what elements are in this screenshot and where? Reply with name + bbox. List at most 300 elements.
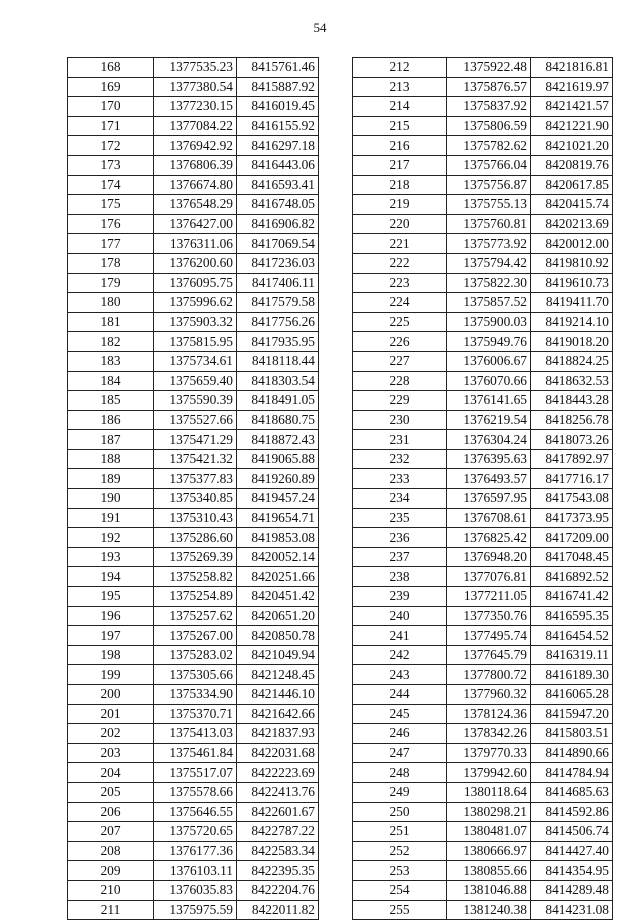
y-coordinate-cell: 8417048.45: [531, 547, 613, 567]
point-number-cell: 186: [68, 410, 154, 430]
x-coordinate-cell: 1375590.39: [154, 391, 237, 411]
y-coordinate-cell: 8418491.05: [237, 391, 319, 411]
point-number-cell: 199: [68, 665, 154, 685]
point-number-cell: 207: [68, 822, 154, 842]
table-row: [68, 332, 319, 352]
point-number-cell: 243: [353, 665, 447, 685]
y-coordinate-cell: 8419065.88: [237, 449, 319, 469]
x-coordinate-cell: 1375975.59: [154, 900, 237, 920]
x-coordinate-cell: 1381046.88: [447, 880, 531, 900]
table-row: [353, 175, 613, 195]
point-number-cell: 196: [68, 606, 154, 626]
y-coordinate-cell: 8420651.20: [237, 606, 319, 626]
y-coordinate-cell: 8419260.89: [237, 469, 319, 489]
y-coordinate-cell: 8417756.26: [237, 312, 319, 332]
x-coordinate-cell: 1377960.32: [447, 685, 531, 705]
point-number-cell: 170: [68, 97, 154, 117]
y-coordinate-cell: 8420819.76: [531, 155, 613, 175]
x-coordinate-cell: 1376395.63: [447, 449, 531, 469]
table-row: [353, 822, 613, 842]
point-number-cell: 221: [353, 234, 447, 254]
point-number-cell: 181: [68, 312, 154, 332]
table-row: [353, 351, 613, 371]
coordinates-table-left: [67, 57, 319, 920]
table-row: [353, 195, 613, 215]
x-coordinate-cell: 1375578.66: [154, 782, 237, 802]
x-coordinate-cell: 1376548.29: [154, 195, 237, 215]
point-number-cell: 251: [353, 822, 447, 842]
point-number-cell: 228: [353, 371, 447, 391]
y-coordinate-cell: 8415761.46: [237, 58, 319, 78]
y-coordinate-cell: 8421446.10: [237, 685, 319, 705]
table-row: [68, 861, 319, 881]
x-coordinate-cell: 1375806.59: [447, 116, 531, 136]
point-number-cell: 248: [353, 763, 447, 783]
point-number-cell: 200: [68, 685, 154, 705]
y-coordinate-cell: 8415803.51: [531, 724, 613, 744]
x-coordinate-cell: 1375413.03: [154, 724, 237, 744]
table-row: [68, 116, 319, 136]
table-row: [353, 802, 613, 822]
table-row: [353, 489, 613, 509]
point-number-cell: 216: [353, 136, 447, 156]
x-coordinate-cell: 1376942.92: [154, 136, 237, 156]
point-number-cell: 211: [68, 900, 154, 920]
y-coordinate-cell: 8414354.95: [531, 861, 613, 881]
table-row: [353, 391, 613, 411]
x-coordinate-cell: 1377211.05: [447, 587, 531, 607]
x-coordinate-cell: 1375766.04: [447, 155, 531, 175]
y-coordinate-cell: 8422223.69: [237, 763, 319, 783]
table-row: [353, 567, 613, 587]
x-coordinate-cell: 1376035.83: [154, 880, 237, 900]
table-row: [68, 782, 319, 802]
x-coordinate-cell: 1375269.39: [154, 547, 237, 567]
table-row: [353, 528, 613, 548]
point-number-cell: 234: [353, 489, 447, 509]
point-number-cell: 184: [68, 371, 154, 391]
x-coordinate-cell: 1380481.07: [447, 822, 531, 842]
table-row: [353, 587, 613, 607]
table-row: [68, 155, 319, 175]
point-number-cell: 215: [353, 116, 447, 136]
y-coordinate-cell: 8414592.86: [531, 802, 613, 822]
table-row: [68, 704, 319, 724]
point-number-cell: 224: [353, 293, 447, 313]
x-coordinate-cell: 1380855.66: [447, 861, 531, 881]
table-row: [68, 547, 319, 567]
table-row: [68, 606, 319, 626]
point-number-cell: 179: [68, 273, 154, 293]
table-row: [353, 77, 613, 97]
point-number-cell: 238: [353, 567, 447, 587]
point-number-cell: 203: [68, 743, 154, 763]
x-coordinate-cell: 1375257.62: [154, 606, 237, 626]
x-coordinate-cell: 1375755.13: [447, 195, 531, 215]
x-coordinate-cell: 1376304.24: [447, 430, 531, 450]
table-row: [353, 606, 613, 626]
y-coordinate-cell: 8420251.66: [237, 567, 319, 587]
point-number-cell: 178: [68, 253, 154, 273]
table-row: [353, 136, 613, 156]
y-coordinate-cell: 8415887.92: [237, 77, 319, 97]
table-row: [68, 822, 319, 842]
y-coordinate-cell: 8419214.10: [531, 312, 613, 332]
x-coordinate-cell: 1375815.95: [154, 332, 237, 352]
y-coordinate-cell: 8417543.08: [531, 489, 613, 509]
x-coordinate-cell: 1376948.20: [447, 547, 531, 567]
x-coordinate-cell: 1377495.74: [447, 626, 531, 646]
y-coordinate-cell: 8419810.92: [531, 253, 613, 273]
x-coordinate-cell: 1375857.52: [447, 293, 531, 313]
page-number: 54: [313, 20, 327, 35]
table-row: [68, 449, 319, 469]
y-coordinate-cell: 8418443.28: [531, 391, 613, 411]
table-row: [68, 489, 319, 509]
x-coordinate-cell: 1377350.76: [447, 606, 531, 626]
y-coordinate-cell: 8418303.54: [237, 371, 319, 391]
table-row: [353, 763, 613, 783]
point-number-cell: 209: [68, 861, 154, 881]
x-coordinate-cell: 1376095.75: [154, 273, 237, 293]
table-row: [353, 253, 613, 273]
y-coordinate-cell: 8419457.24: [237, 489, 319, 509]
point-number-cell: 190: [68, 489, 154, 509]
x-coordinate-cell: 1376427.00: [154, 214, 237, 234]
table-row: [68, 253, 319, 273]
table-row: [68, 841, 319, 861]
y-coordinate-cell: 8416155.92: [237, 116, 319, 136]
point-number-cell: 252: [353, 841, 447, 861]
point-number-cell: 172: [68, 136, 154, 156]
y-coordinate-cell: 8419654.71: [237, 508, 319, 528]
point-number-cell: 227: [353, 351, 447, 371]
point-number-cell: 214: [353, 97, 447, 117]
table-row: [68, 351, 319, 371]
table-row: [68, 645, 319, 665]
table-row: [353, 293, 613, 313]
y-coordinate-cell: 8417935.95: [237, 332, 319, 352]
y-coordinate-cell: 8419018.20: [531, 332, 613, 352]
y-coordinate-cell: 8421837.93: [237, 724, 319, 744]
y-coordinate-cell: 8416454.52: [531, 626, 613, 646]
y-coordinate-cell: 8419853.08: [237, 528, 319, 548]
point-number-cell: 180: [68, 293, 154, 313]
x-coordinate-cell: 1375334.90: [154, 685, 237, 705]
y-coordinate-cell: 8416593.41: [237, 175, 319, 195]
x-coordinate-cell: 1377535.23: [154, 58, 237, 78]
x-coordinate-cell: 1376597.95: [447, 489, 531, 509]
table-row: [68, 175, 319, 195]
table-row: [353, 685, 613, 705]
x-coordinate-cell: 1375377.83: [154, 469, 237, 489]
point-number-cell: 210: [68, 880, 154, 900]
table-row: [68, 469, 319, 489]
x-coordinate-cell: 1380666.97: [447, 841, 531, 861]
y-coordinate-cell: 8414506.74: [531, 822, 613, 842]
table-row: [353, 645, 613, 665]
point-number-cell: 255: [353, 900, 447, 920]
point-number-cell: 247: [353, 743, 447, 763]
point-number-cell: 225: [353, 312, 447, 332]
point-number-cell: 245: [353, 704, 447, 724]
point-number-cell: 230: [353, 410, 447, 430]
y-coordinate-cell: 8416748.05: [237, 195, 319, 215]
table-row: [68, 802, 319, 822]
point-number-cell: 201: [68, 704, 154, 724]
x-coordinate-cell: 1375734.61: [154, 351, 237, 371]
table-row: [68, 195, 319, 215]
table-row: [68, 724, 319, 744]
point-number-cell: 175: [68, 195, 154, 215]
x-coordinate-cell: 1375782.62: [447, 136, 531, 156]
x-coordinate-cell: 1376806.39: [154, 155, 237, 175]
x-coordinate-cell: 1376177.36: [154, 841, 237, 861]
y-coordinate-cell: 8417236.03: [237, 253, 319, 273]
y-coordinate-cell: 8416297.18: [237, 136, 319, 156]
point-number-cell: 222: [353, 253, 447, 273]
table-row: [68, 371, 319, 391]
x-coordinate-cell: 1378342.26: [447, 724, 531, 744]
table-row: [353, 665, 613, 685]
table-row: [353, 724, 613, 744]
point-number-cell: 249: [353, 782, 447, 802]
point-number-cell: 205: [68, 782, 154, 802]
table-row: [68, 410, 319, 430]
table-row: [353, 704, 613, 724]
y-coordinate-cell: 8421248.45: [237, 665, 319, 685]
table-row: [68, 587, 319, 607]
x-coordinate-cell: 1376103.11: [154, 861, 237, 881]
x-coordinate-cell: 1375283.02: [154, 645, 237, 665]
point-number-cell: 213: [353, 77, 447, 97]
x-coordinate-cell: 1380298.21: [447, 802, 531, 822]
point-number-cell: 204: [68, 763, 154, 783]
point-number-cell: 241: [353, 626, 447, 646]
point-number-cell: 229: [353, 391, 447, 411]
point-number-cell: 176: [68, 214, 154, 234]
y-coordinate-cell: 8421816.81: [531, 58, 613, 78]
y-coordinate-cell: 8416189.30: [531, 665, 613, 685]
x-coordinate-cell: 1375837.92: [447, 97, 531, 117]
table-row: [353, 782, 613, 802]
y-coordinate-cell: 8418118.44: [237, 351, 319, 371]
point-number-cell: 191: [68, 508, 154, 528]
table-row: [68, 900, 319, 920]
x-coordinate-cell: 1375305.66: [154, 665, 237, 685]
x-coordinate-cell: 1375903.32: [154, 312, 237, 332]
table-row: [353, 626, 613, 646]
y-coordinate-cell: 8414784.94: [531, 763, 613, 783]
x-coordinate-cell: 1377800.72: [447, 665, 531, 685]
point-number-cell: 202: [68, 724, 154, 744]
point-number-cell: 168: [68, 58, 154, 78]
x-coordinate-cell: 1377084.22: [154, 116, 237, 136]
y-coordinate-cell: 8418824.25: [531, 351, 613, 371]
x-coordinate-cell: 1380118.64: [447, 782, 531, 802]
x-coordinate-cell: 1376708.61: [447, 508, 531, 528]
table-row: [68, 312, 319, 332]
point-number-cell: 233: [353, 469, 447, 489]
point-number-cell: 217: [353, 155, 447, 175]
x-coordinate-cell: 1375254.89: [154, 587, 237, 607]
x-coordinate-cell: 1378124.36: [447, 704, 531, 724]
x-coordinate-cell: 1376219.54: [447, 410, 531, 430]
y-coordinate-cell: 8414685.63: [531, 782, 613, 802]
x-coordinate-cell: 1376493.57: [447, 469, 531, 489]
coordinates-table-right: [352, 57, 613, 920]
table-row: [353, 743, 613, 763]
point-number-cell: 182: [68, 332, 154, 352]
y-coordinate-cell: 8420213.69: [531, 214, 613, 234]
y-coordinate-cell: 8422204.76: [237, 880, 319, 900]
x-coordinate-cell: 1375659.40: [154, 371, 237, 391]
x-coordinate-cell: 1375876.57: [447, 77, 531, 97]
y-coordinate-cell: 8418872.43: [237, 430, 319, 450]
x-coordinate-cell: 1375773.92: [447, 234, 531, 254]
table-row: [353, 430, 613, 450]
table-row: [353, 880, 613, 900]
y-coordinate-cell: 8415947.20: [531, 704, 613, 724]
y-coordinate-cell: 8422395.35: [237, 861, 319, 881]
x-coordinate-cell: 1375720.65: [154, 822, 237, 842]
point-number-cell: 206: [68, 802, 154, 822]
table-row: [68, 508, 319, 528]
table-row: [353, 273, 613, 293]
y-coordinate-cell: 8420850.78: [237, 626, 319, 646]
y-coordinate-cell: 8417373.95: [531, 508, 613, 528]
y-coordinate-cell: 8422413.76: [237, 782, 319, 802]
table-row: [353, 312, 613, 332]
y-coordinate-cell: 8416906.82: [237, 214, 319, 234]
y-coordinate-cell: 8414427.40: [531, 841, 613, 861]
y-coordinate-cell: 8422787.22: [237, 822, 319, 842]
x-coordinate-cell: 1377230.15: [154, 97, 237, 117]
x-coordinate-cell: 1376200.60: [154, 253, 237, 273]
table-row: [68, 743, 319, 763]
x-coordinate-cell: 1375517.07: [154, 763, 237, 783]
table-row: [68, 430, 319, 450]
table-row: [353, 841, 613, 861]
y-coordinate-cell: 8416019.45: [237, 97, 319, 117]
y-coordinate-cell: 8418073.26: [531, 430, 613, 450]
table-row: [353, 155, 613, 175]
table-row: [68, 763, 319, 783]
point-number-cell: 169: [68, 77, 154, 97]
table-row: [68, 685, 319, 705]
point-number-cell: 188: [68, 449, 154, 469]
y-coordinate-cell: 8420617.85: [531, 175, 613, 195]
y-coordinate-cell: 8421642.66: [237, 704, 319, 724]
point-number-cell: 208: [68, 841, 154, 861]
x-coordinate-cell: 1375756.87: [447, 175, 531, 195]
x-coordinate-cell: 1376311.06: [154, 234, 237, 254]
y-coordinate-cell: 8417069.54: [237, 234, 319, 254]
point-number-cell: 235: [353, 508, 447, 528]
point-number-cell: 194: [68, 567, 154, 587]
table-row: [68, 626, 319, 646]
y-coordinate-cell: 8417892.97: [531, 449, 613, 469]
y-coordinate-cell: 8416741.42: [531, 587, 613, 607]
point-number-cell: 239: [353, 587, 447, 607]
y-coordinate-cell: 8418680.75: [237, 410, 319, 430]
point-number-cell: 253: [353, 861, 447, 881]
table-row: [68, 214, 319, 234]
point-number-cell: 244: [353, 685, 447, 705]
x-coordinate-cell: 1379770.33: [447, 743, 531, 763]
x-coordinate-cell: 1379942.60: [447, 763, 531, 783]
x-coordinate-cell: 1375760.81: [447, 214, 531, 234]
table-row: [353, 97, 613, 117]
table-row: [68, 665, 319, 685]
table-row: [68, 97, 319, 117]
point-number-cell: 197: [68, 626, 154, 646]
y-coordinate-cell: 8416443.06: [237, 155, 319, 175]
y-coordinate-cell: 8421221.90: [531, 116, 613, 136]
y-coordinate-cell: 8416595.35: [531, 606, 613, 626]
point-number-cell: 218: [353, 175, 447, 195]
x-coordinate-cell: 1375900.03: [447, 312, 531, 332]
point-number-cell: 237: [353, 547, 447, 567]
point-number-cell: 246: [353, 724, 447, 744]
y-coordinate-cell: 8421049.94: [237, 645, 319, 665]
x-coordinate-cell: 1377076.81: [447, 567, 531, 587]
table-row: [353, 332, 613, 352]
y-coordinate-cell: 8421021.20: [531, 136, 613, 156]
y-coordinate-cell: 8416892.52: [531, 567, 613, 587]
point-number-cell: 198: [68, 645, 154, 665]
table-row: [68, 58, 319, 78]
x-coordinate-cell: 1375258.82: [154, 567, 237, 587]
point-number-cell: 226: [353, 332, 447, 352]
table-row: [353, 547, 613, 567]
point-number-cell: 212: [353, 58, 447, 78]
y-coordinate-cell: 8416319.11: [531, 645, 613, 665]
x-coordinate-cell: 1375471.29: [154, 430, 237, 450]
point-number-cell: 242: [353, 645, 447, 665]
y-coordinate-cell: 8416065.28: [531, 685, 613, 705]
x-coordinate-cell: 1375646.55: [154, 802, 237, 822]
table-row: [68, 391, 319, 411]
table-row: [353, 234, 613, 254]
x-coordinate-cell: 1377380.54: [154, 77, 237, 97]
y-coordinate-cell: 8417716.17: [531, 469, 613, 489]
table-row: [68, 567, 319, 587]
y-coordinate-cell: 8422601.67: [237, 802, 319, 822]
x-coordinate-cell: 1375286.60: [154, 528, 237, 548]
point-number-cell: 254: [353, 880, 447, 900]
table-row: [353, 900, 613, 920]
x-coordinate-cell: 1375310.43: [154, 508, 237, 528]
point-number-cell: 219: [353, 195, 447, 215]
y-coordinate-cell: 8422031.68: [237, 743, 319, 763]
y-coordinate-cell: 8422011.82: [237, 900, 319, 920]
x-coordinate-cell: 1376006.67: [447, 351, 531, 371]
point-number-cell: 231: [353, 430, 447, 450]
x-coordinate-cell: 1375794.42: [447, 253, 531, 273]
y-coordinate-cell: 8421421.57: [531, 97, 613, 117]
point-number-cell: 189: [68, 469, 154, 489]
point-number-cell: 236: [353, 528, 447, 548]
point-number-cell: 187: [68, 430, 154, 450]
point-number-cell: 177: [68, 234, 154, 254]
table-row: [353, 58, 613, 78]
table-row: [68, 77, 319, 97]
y-coordinate-cell: 8417579.58: [237, 293, 319, 313]
point-number-cell: 174: [68, 175, 154, 195]
y-coordinate-cell: 8420052.14: [237, 547, 319, 567]
table-row: [68, 273, 319, 293]
